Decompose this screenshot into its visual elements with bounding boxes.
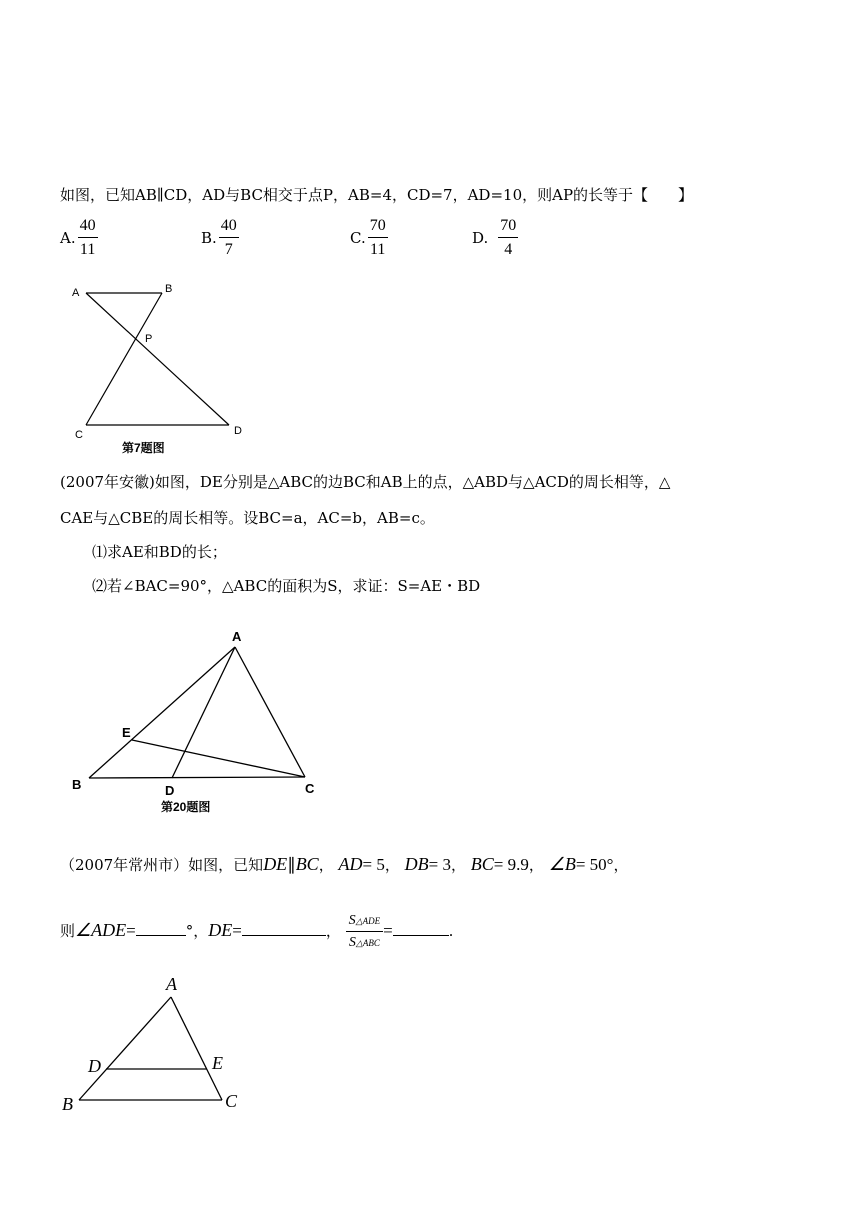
separator: ， (318, 856, 334, 874)
numerator: 70 (368, 217, 388, 238)
degree-suffix: °， (185, 922, 209, 940)
q2-part2: ⑵若∠BAC=90°，△ABC的面积为S，求证：S=AE・BD (92, 577, 481, 595)
denominator: 11 (79, 241, 96, 258)
separator: ， (528, 856, 544, 874)
segment-ad (172, 647, 235, 778)
point-label-d: D (88, 1056, 101, 1076)
point-label-a: A (232, 629, 242, 644)
value-db: = 3 (428, 855, 451, 874)
denominator: 11 (370, 241, 386, 258)
separator: ， (613, 856, 629, 874)
segment-ab (79, 997, 171, 1100)
q2-stem-line2: CAE与△CBE的周长相等。设BC=a，AC=b，AB=c。 (60, 509, 435, 527)
equals-sign: = (232, 921, 242, 940)
segment-ad (86, 293, 229, 425)
angle-b: ∠B (548, 854, 576, 874)
point-label-b: B (62, 1094, 73, 1114)
q3-source: （2007年常州市）如图，已知 (60, 856, 264, 874)
separator: ， (450, 856, 466, 874)
segment-ab (89, 647, 235, 778)
segment-de-ask: DE (208, 920, 233, 940)
figure-q3 (79, 997, 222, 1100)
segment-bc (86, 293, 162, 425)
denominator: 4 (504, 241, 513, 258)
point-label-c: C (75, 429, 83, 441)
segment-ac (235, 647, 305, 777)
numerator: 40 (219, 217, 239, 238)
segment-ad: AD (338, 854, 363, 874)
point-label-e: E (212, 1053, 223, 1073)
parallel-symbol: ∥ (287, 855, 296, 874)
segment-bc (89, 777, 305, 778)
segment-ce (132, 740, 305, 777)
period: . (448, 922, 454, 940)
figure-q20 (89, 647, 305, 778)
equals-sign: = (383, 921, 393, 940)
q2-stem-line1: (2007年安徽)如图，DE分别是△ABC的边BC和AB上的点，△ABD与△ACD的周长相等，△ (60, 473, 671, 491)
equals-sign: = (126, 921, 136, 940)
figure-caption-q7: 第7题图 (122, 441, 165, 455)
value-angle-b: = 50° (575, 855, 614, 874)
segment-bc: BC (295, 854, 319, 874)
denominator: 7 (224, 241, 233, 258)
area-symbol: S (348, 913, 356, 928)
value-ad: = 5 (362, 855, 385, 874)
subscript: △ABC (355, 938, 380, 948)
point-label-d: D (234, 425, 242, 437)
point-label-b: B (165, 283, 173, 295)
q2-part1: ⑴求AE和BD的长； (92, 543, 227, 561)
point-label-d: D (165, 783, 175, 798)
option-label: C. (350, 229, 366, 247)
option-label: D. (472, 229, 489, 247)
segment-db: DB (404, 854, 429, 874)
separator: ， (384, 856, 400, 874)
segment-bc-value: BC (470, 854, 494, 874)
numerator: 40 (78, 217, 98, 238)
figure-q7 (86, 293, 229, 425)
point-label-e: E (122, 725, 131, 740)
point-label-a: A (72, 287, 80, 299)
value-bc: = 9.9 (493, 855, 529, 874)
point-label-c: C (305, 781, 315, 796)
point-label-a: A (166, 974, 177, 994)
figure-caption-q20: 第20题图 (161, 800, 211, 814)
point-label-b: B (72, 777, 82, 792)
option-label: B. (201, 229, 217, 247)
option-label: A. (60, 229, 76, 247)
angle-ade: ∠ADE (75, 920, 127, 940)
segment-de: DE (263, 854, 288, 874)
separator: ， (325, 922, 341, 940)
q3-ask-prefix: 则 (60, 922, 76, 940)
numerator: 70 (498, 217, 518, 238)
point-label-c: C (225, 1091, 238, 1111)
point-label-p: P (145, 333, 153, 345)
subscript: △ADE (355, 916, 381, 926)
area-symbol: S (348, 935, 356, 950)
q1-stem: 如图，已知AB∥CD，AD与BC相交于点P，AB=4，CD=7，AD=10，则AP的长等于【 】 (60, 186, 694, 204)
segment-ac (171, 997, 222, 1100)
